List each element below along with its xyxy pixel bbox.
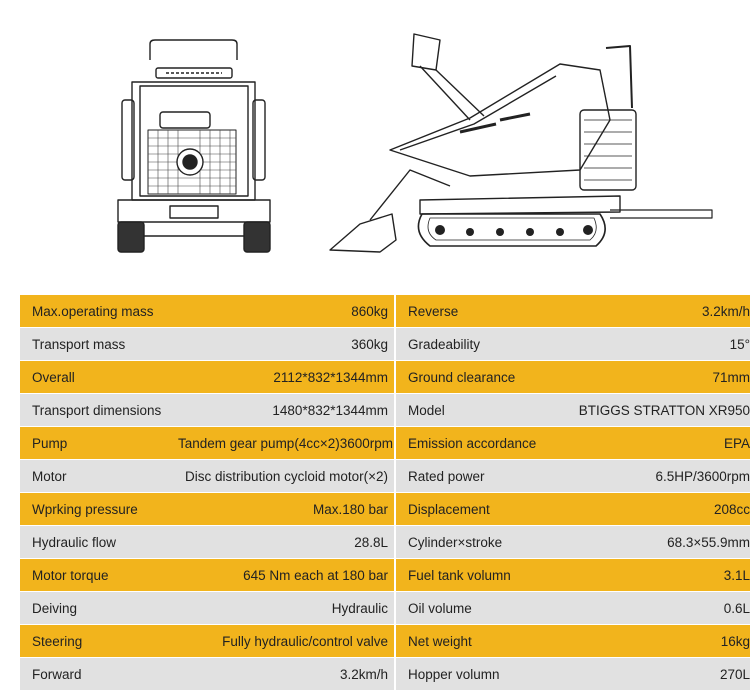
spec-label: Cylinder×stroke [395,526,566,559]
spec-value: 6.5HP/3600rpm [566,460,750,493]
spec-label: Oil volume [395,592,566,625]
spec-value: 71mm [566,361,750,394]
spec-label: Wprking pressure [20,493,170,526]
spec-table [20,295,750,691]
spec-label: Forward [20,658,170,691]
spec-value: EPA [566,427,750,460]
table-row [20,493,750,526]
spec-label: Model [395,394,566,427]
spec-label: Hopper volumn [395,658,566,691]
spec-value: 360kg [170,328,395,361]
table-row [20,394,750,427]
spec-label: Overall [20,361,170,394]
spec-value: Tandem gear pump(4cc×2)3600rpm [170,427,395,460]
spec-label: Gradeability [395,328,566,361]
spec-value: Max.180 bar [170,493,395,526]
spec-label: Transport dimensions [20,394,170,427]
spec-value: 270L [566,658,750,691]
spec-value: 208cc [566,493,750,526]
spec-label: Rated power [395,460,566,493]
machine-drawings [0,0,750,286]
table-row [20,658,750,691]
spec-value: 645 Nm each at 180 bar [170,559,395,592]
spec-value: 1480*832*1344mm [170,394,395,427]
machine-side-view-drawing [330,34,712,252]
spec-label: Steering [20,625,170,658]
spec-value: 2112*832*1344mm [170,361,395,394]
spec-label: Motor torque [20,559,170,592]
table-row [20,427,750,460]
table-row [20,625,750,658]
spec-value: Disc distribution cycloid motor(×2) [170,460,395,493]
spec-value: 3.2km/h [566,295,750,328]
spec-label: Hydraulic flow [20,526,170,559]
spec-value: 16kg [566,625,750,658]
table-row [20,295,750,328]
table-row [20,526,750,559]
spec-label: Ground clearance [395,361,566,394]
spec-label: Fuel tank volumn [395,559,566,592]
spec-label: Max.operating mass [20,295,170,328]
table-row [20,328,750,361]
table-row [20,361,750,394]
spec-value: 28.8L [170,526,395,559]
spec-label: Pump [20,427,170,460]
spec-value: BTIGGS STRATTON XR950 [566,394,750,427]
spec-label: Emission accordance [395,427,566,460]
spec-value: 3.1L [566,559,750,592]
spec-value: Fully hydraulic/control valve [170,625,395,658]
spec-value: 68.3×55.9mm [566,526,750,559]
spec-label: Motor [20,460,170,493]
spec-label: Net weight [395,625,566,658]
spec-label: Transport mass [20,328,170,361]
spec-value: 0.6L [566,592,750,625]
spec-value: 860kg [170,295,395,328]
table-row [20,460,750,493]
machine-front-view-drawing [118,40,270,252]
spec-value: 15° [566,328,750,361]
table-row [20,559,750,592]
spec-label: Displacement [395,493,566,526]
table-row [20,592,750,625]
spec-label: Reverse [395,295,566,328]
spec-label: Deiving [20,592,170,625]
spec-value: 3.2km/h [170,658,395,691]
spec-value: Hydraulic [170,592,395,625]
